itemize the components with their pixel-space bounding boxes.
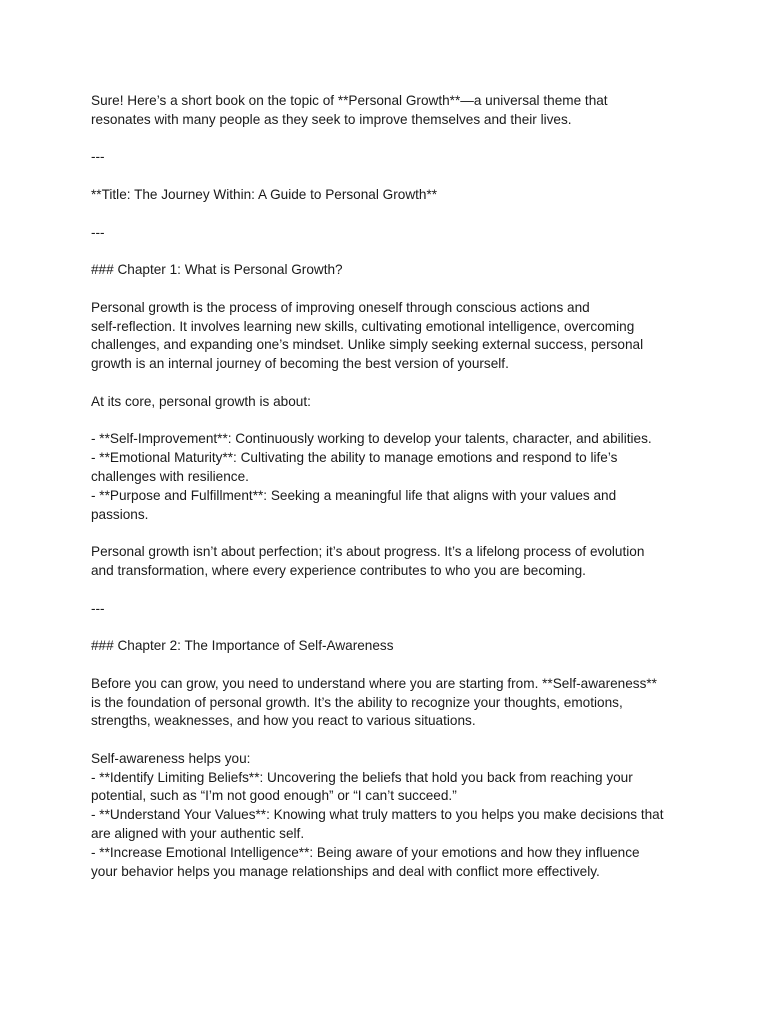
intro-paragraph [91,92,691,130]
chapter-2-paragraph-1 [91,675,691,731]
list-item: - **Purpose and Fulfillment**: Seeking a meaningful life that aligns with your values and [91,487,617,503]
text-line: --- [91,224,105,240]
text-line: --- [91,149,105,165]
text-line: Sure! Here’s a short book on the topic of **Personal Growth**—a universal theme that [91,93,608,108]
chapter-1-paragraph-2 [91,393,691,412]
text-line: At its core, personal growth is about: [91,393,311,409]
list-item: passions. [91,506,149,522]
text-line: self-reflection. It involves learning new skills, cultivating emotional intelligence, overcoming [91,318,635,334]
separator [91,148,691,167]
list-item: - **Increase Emotional Intelligence**: Being aware of your emotions and how they influence [91,844,640,860]
list-item: Self-awareness helps you: [91,750,251,766]
text-line: Before you can grow, you need to understand where you are starting from. **Self-awareness** [91,675,657,691]
text-line: and transformation, where every experience contributes to who you are becoming. [91,562,586,578]
list-item: - **Identify Limiting Beliefs**: Uncovering the beliefs that hold you back from reaching your [91,769,633,785]
title-line [91,186,691,205]
chapter-1-bullet-list [91,430,691,524]
list-item: potential, such as “I’m not good enough” or “I can’t succeed.” [91,788,457,804]
text-line: challenges, and expanding one’s mindset. Unlike simply seeking external success, personal [91,337,644,353]
list-item: - **Emotional Maturity**: Cultivating the ability to manage emotions and respond to life’s [91,450,618,466]
text-line: **Title: The Journey Within: A Guide to Personal Growth** [91,186,438,202]
text-line: is the foundation of personal growth. It’s the ability to recognize your thoughts, emotions, [91,694,623,710]
list-item: are aligned with your authentic self. [91,826,305,842]
text-line: growth is an internal journey of becoming the best version of yourself. [91,356,509,372]
list-item: your behavior helps you manage relationships and deal with conflict more effectively. [91,863,600,879]
chapter-1-heading [91,261,691,280]
text-line: ### Chapter 2: The Importance of Self-Awareness [91,638,394,654]
text-line: Personal growth is the process of improving oneself through conscious actions and [91,299,590,315]
chapter-1-paragraph-1 [91,299,691,374]
list-item: - **Self-Improvement**: Continuously working to develop your talents, character, and abilities. [91,431,652,447]
text-line: resonates with many people as they seek to improve themselves and their lives. [91,111,572,127]
separator [91,224,691,243]
separator [91,600,691,619]
chapter-1-paragraph-3 [91,543,691,581]
document-body [91,92,691,900]
list-item: - **Understand Your Values**: Knowing what truly matters to you helps you make decisions that [91,807,664,823]
text-line: strengths, weaknesses, and how you react to various situations. [91,713,476,729]
text-line: ### Chapter 1: What is Personal Growth? [91,262,343,278]
list-item: challenges with resilience. [91,468,249,484]
text-line: Personal growth isn’t about perfection; it’s about progress. It’s a lifelong process of evolution [91,544,645,560]
chapter-2-list [91,750,691,882]
chapter-2-heading [91,637,691,656]
text-line: --- [91,600,105,616]
